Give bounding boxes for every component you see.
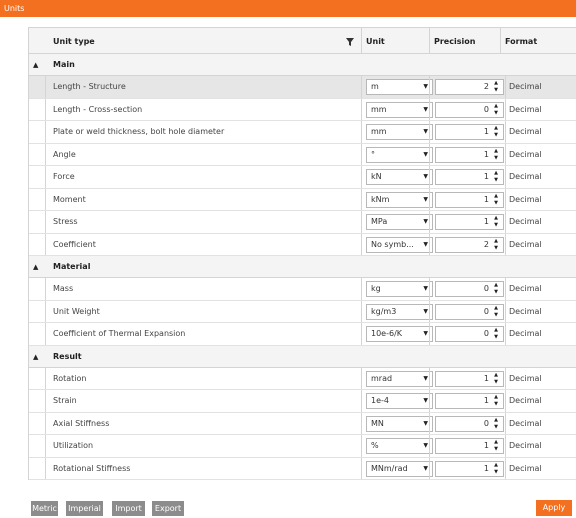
format-value[interactable]: Decimal (509, 284, 542, 293)
unit-type-label: Plate or weld thickness, bolt hole diameter (53, 127, 225, 136)
column-divider (361, 211, 362, 233)
format-value[interactable]: Decimal (509, 306, 542, 316)
format-value[interactable]: Decimal (509, 82, 542, 91)
column-divider (429, 121, 430, 143)
chevron-down-icon[interactable]: ▼ (423, 105, 428, 113)
column-divider (429, 413, 430, 435)
column-divider (361, 435, 362, 457)
column-divider (505, 368, 506, 390)
column-header-precision[interactable]: Precision (434, 37, 476, 46)
column-divider (429, 323, 430, 345)
table-row[interactable] (29, 390, 576, 413)
column-divider (361, 278, 362, 300)
unit-dropdown[interactable] (366, 371, 433, 387)
unit-value: kNm (371, 194, 390, 204)
unit-type-label: Rotation (53, 373, 87, 383)
column-divider (505, 121, 506, 143)
column-divider (429, 99, 430, 121)
imperial-button[interactable]: Imperial (66, 501, 103, 516)
precision-stepper[interactable] (435, 214, 504, 230)
precision-value[interactable]: 0 (483, 104, 489, 114)
unit-value: 10e-6/K (371, 329, 403, 338)
unit-value: MNm/rad (371, 463, 408, 473)
spinner-updown-icon[interactable]: ▲ ▼ (494, 237, 498, 251)
unit-dropdown[interactable] (366, 304, 433, 320)
precision-stepper[interactable] (435, 192, 504, 208)
precision-value[interactable]: 1 (483, 441, 489, 450)
unit-dropdown[interactable] (366, 461, 433, 477)
column-divider (361, 144, 362, 166)
spinner-updown-icon[interactable]: ▲ ▼ (494, 394, 498, 407)
unit-value: No symb... (371, 239, 414, 249)
precision-value[interactable]: 1 (483, 217, 489, 226)
precision-stepper[interactable] (435, 79, 504, 95)
precision-stepper[interactable] (435, 461, 504, 477)
chevron-down-icon[interactable]: ▼ (423, 374, 428, 382)
precision-stepper[interactable] (435, 281, 504, 297)
spinner-updown-icon[interactable]: ▲ ▼ (494, 327, 498, 340)
unit-value: % (371, 441, 379, 450)
row-indent-line (45, 189, 46, 211)
group-label: Result (53, 351, 82, 361)
group-header-main[interactable] (29, 54, 576, 76)
spinner-updown-icon[interactable]: ▲ ▼ (494, 147, 498, 161)
precision-value[interactable]: 1 (483, 194, 489, 204)
column-divider (361, 368, 362, 390)
chevron-down-icon[interactable]: ▼ (423, 195, 428, 203)
spinner-updown-icon[interactable]: ▲ ▼ (494, 371, 498, 385)
group-header-material[interactable] (29, 256, 576, 278)
unit-type-label: Length - Structure (53, 82, 126, 91)
unit-type-label: Utilization (53, 441, 94, 450)
unit-value: ° (371, 149, 375, 159)
format-value[interactable]: Decimal (509, 194, 542, 204)
column-divider (505, 413, 506, 435)
column-divider (505, 435, 506, 457)
table-row[interactable] (29, 368, 576, 391)
table-row[interactable] (29, 166, 576, 189)
precision-value[interactable]: 1 (483, 463, 489, 473)
format-value[interactable]: Decimal (509, 149, 542, 159)
unit-type-label: Axial Stiffness (53, 418, 110, 428)
unit-dropdown[interactable] (366, 79, 433, 95)
spinner-updown-icon[interactable]: ▲ ▼ (494, 282, 498, 295)
unit-dropdown[interactable] (366, 438, 433, 454)
unit-value: kN (371, 172, 382, 181)
column-divider (505, 278, 506, 300)
group-header-result[interactable] (29, 346, 576, 368)
row-indent-line (45, 413, 46, 435)
column-divider (361, 189, 362, 211)
precision-value[interactable]: 1 (483, 373, 489, 383)
spinner-updown-icon[interactable]: ▲ ▼ (494, 80, 498, 93)
precision-value[interactable]: 1 (483, 127, 489, 136)
unit-type-label: Stress (53, 217, 78, 226)
row-indent-line (45, 390, 46, 412)
column-divider (429, 189, 430, 211)
row-indent-line (45, 278, 46, 300)
precision-value[interactable]: 2 (483, 239, 489, 249)
unit-value: MPa (371, 217, 388, 226)
column-divider (429, 76, 430, 98)
spinner-updown-icon[interactable]: ▲ ▼ (494, 102, 498, 116)
unit-dropdown[interactable] (366, 169, 433, 185)
column-divider (429, 28, 430, 53)
row-indent-line (45, 368, 46, 390)
unit-value: mm (371, 104, 387, 114)
spinner-updown-icon[interactable]: ▲ ▼ (494, 170, 498, 183)
chevron-down-icon[interactable]: ▼ (423, 330, 428, 337)
export-button[interactable]: Export (152, 501, 184, 516)
column-divider (505, 166, 506, 188)
precision-value[interactable]: 1 (483, 149, 489, 159)
column-divider (361, 166, 362, 188)
precision-stepper[interactable] (435, 237, 504, 253)
column-divider (429, 390, 430, 412)
row-indent-line (45, 121, 46, 143)
units-table (28, 27, 576, 480)
table-row[interactable] (29, 234, 576, 257)
column-divider (505, 234, 506, 256)
unit-type-label: Coefficient (53, 239, 96, 249)
table-row[interactable] (29, 121, 576, 144)
column-divider (429, 368, 430, 390)
precision-value[interactable]: 0 (483, 329, 489, 338)
column-divider (429, 234, 430, 256)
chevron-down-icon[interactable]: ▼ (423, 442, 428, 449)
column-header-unit[interactable]: Unit (366, 37, 385, 46)
format-value[interactable]: Decimal (509, 104, 542, 114)
table-row[interactable] (29, 76, 576, 99)
column-divider (505, 458, 506, 480)
chevron-down-icon[interactable]: ▼ (423, 173, 428, 180)
unit-type-label: Moment (53, 194, 86, 204)
precision-stepper[interactable] (435, 416, 504, 432)
table-header (29, 27, 576, 54)
column-divider (505, 301, 506, 323)
format-value[interactable]: Decimal (509, 329, 542, 338)
table-row[interactable] (29, 301, 576, 324)
column-divider (505, 76, 506, 98)
unit-dropdown[interactable] (366, 124, 433, 140)
column-divider (429, 435, 430, 457)
unit-type-label: Coefficient of Thermal Expansion (53, 329, 186, 338)
precision-value[interactable]: 0 (483, 284, 489, 293)
table-row[interactable] (29, 99, 576, 122)
precision-stepper[interactable] (435, 124, 504, 140)
column-divider (361, 390, 362, 412)
row-indent-line (45, 211, 46, 233)
unit-value: kg/m3 (371, 306, 397, 316)
row-indent-line (45, 166, 46, 188)
format-value[interactable]: Decimal (509, 239, 542, 249)
collapse-toggle-icon[interactable]: ▲ (33, 61, 39, 69)
column-divider (361, 323, 362, 345)
format-value[interactable]: Decimal (509, 396, 542, 405)
metric-button[interactable]: Metric (31, 501, 58, 516)
chevron-down-icon[interactable]: ▼ (423, 240, 428, 248)
column-divider (505, 323, 506, 345)
column-header-format[interactable]: Format (505, 37, 538, 46)
chevron-down-icon[interactable]: ▼ (423, 419, 428, 427)
row-indent-line (45, 435, 46, 457)
row-indent-line (45, 301, 46, 323)
row-indent-line (45, 323, 46, 345)
column-divider (429, 278, 430, 300)
unit-value: kg (371, 284, 381, 293)
precision-stepper[interactable] (435, 102, 504, 118)
table-row[interactable] (29, 435, 576, 458)
column-divider (361, 301, 362, 323)
chevron-down-icon[interactable]: ▼ (423, 218, 428, 225)
chevron-down-icon[interactable]: ▼ (423, 397, 428, 404)
unit-dropdown[interactable] (366, 102, 433, 118)
column-divider (361, 99, 362, 121)
column-divider (505, 189, 506, 211)
unit-type-label: Force (53, 172, 75, 181)
column-divider (361, 458, 362, 480)
row-indent-line (45, 458, 46, 480)
unit-type-label: Mass (53, 284, 74, 293)
precision-stepper[interactable] (435, 438, 504, 454)
table-row[interactable] (29, 144, 576, 167)
column-header-unit-type[interactable]: Unit type (53, 37, 95, 46)
column-divider (429, 458, 430, 480)
precision-value[interactable]: 1 (483, 172, 489, 181)
table-row[interactable] (29, 458, 576, 481)
spinner-updown-icon[interactable]: ▲ ▼ (494, 192, 498, 206)
spinner-updown-icon[interactable]: ▲ ▼ (494, 304, 498, 318)
chevron-down-icon[interactable]: ▼ (423, 307, 428, 315)
collapse-toggle-icon[interactable]: ▲ (33, 263, 39, 271)
column-divider (505, 144, 506, 166)
column-divider (505, 390, 506, 412)
precision-stepper[interactable] (435, 304, 504, 320)
unit-value: MN (371, 418, 384, 428)
unit-type-label: Length - Cross-section (53, 104, 143, 114)
precision-value[interactable]: 2 (483, 82, 489, 91)
spinner-updown-icon[interactable]: ▲ ▼ (494, 416, 498, 430)
row-indent-line (45, 234, 46, 256)
format-value[interactable]: Decimal (509, 418, 542, 428)
row-indent-line (45, 99, 46, 121)
import-button[interactable]: Import (112, 501, 145, 516)
row-indent-line (45, 76, 46, 98)
precision-stepper[interactable] (435, 393, 504, 409)
column-divider (429, 211, 430, 233)
format-value[interactable]: Decimal (509, 217, 542, 226)
unit-type-label: Angle (53, 149, 76, 159)
column-divider (361, 76, 362, 98)
collapse-toggle-icon[interactable]: ▲ (33, 352, 39, 361)
column-divider (429, 144, 430, 166)
table-body (29, 54, 576, 480)
spinner-updown-icon[interactable]: ▲ ▼ (494, 439, 498, 452)
chevron-down-icon[interactable]: ▼ (423, 150, 428, 158)
table-row[interactable] (29, 189, 576, 212)
precision-value[interactable]: 0 (483, 418, 489, 428)
spinner-updown-icon[interactable]: ▲ ▼ (494, 125, 498, 138)
table-row[interactable] (29, 323, 576, 346)
unit-dropdown[interactable] (366, 192, 433, 208)
unit-value: mm (371, 127, 387, 136)
column-divider (505, 211, 506, 233)
unit-value: 1e-4 (371, 396, 389, 405)
column-divider (429, 166, 430, 188)
column-divider (361, 28, 362, 53)
column-divider (505, 99, 506, 121)
table-row[interactable] (29, 413, 576, 436)
unit-type-label: Unit Weight (53, 306, 100, 316)
unit-dropdown[interactable] (366, 393, 433, 409)
group-label: Main (53, 60, 75, 69)
format-value[interactable]: Decimal (509, 373, 542, 383)
spinner-updown-icon[interactable]: ▲ ▼ (494, 461, 498, 475)
unit-type-label: Strain (53, 396, 77, 405)
chevron-down-icon[interactable]: ▼ (423, 285, 428, 292)
precision-stepper[interactable] (435, 169, 504, 185)
precision-value[interactable]: 1 (483, 396, 489, 405)
unit-dropdown[interactable] (366, 237, 433, 253)
row-indent-line (45, 144, 46, 166)
column-divider (361, 413, 362, 435)
unit-dropdown[interactable] (366, 416, 433, 432)
apply-button[interactable]: Apply (536, 500, 572, 516)
unit-type-label: Rotational Stiffness (53, 463, 131, 473)
format-value[interactable]: Decimal (509, 463, 542, 473)
filter-icon[interactable] (346, 38, 354, 46)
spinner-updown-icon[interactable]: ▲ ▼ (494, 215, 498, 228)
unit-dropdown[interactable] (366, 281, 433, 297)
unit-dropdown[interactable] (366, 147, 433, 163)
column-divider (500, 28, 501, 53)
format-value[interactable]: Decimal (509, 441, 542, 450)
chevron-down-icon[interactable]: ▼ (423, 464, 428, 472)
chevron-down-icon[interactable]: ▼ (423, 83, 428, 90)
column-divider (429, 301, 430, 323)
column-divider (361, 121, 362, 143)
format-value[interactable]: Decimal (509, 172, 542, 181)
chevron-down-icon[interactable]: ▼ (423, 128, 428, 135)
group-label: Material (53, 262, 91, 271)
table-row[interactable] (29, 278, 576, 301)
format-value[interactable]: Decimal (509, 127, 542, 136)
unit-value: m (371, 82, 379, 91)
table-row[interactable] (29, 211, 576, 234)
precision-stepper[interactable] (435, 147, 504, 163)
precision-stepper[interactable] (435, 326, 504, 342)
unit-dropdown[interactable] (366, 326, 433, 342)
column-divider (361, 234, 362, 256)
unit-dropdown[interactable] (366, 214, 433, 230)
precision-stepper[interactable] (435, 371, 504, 387)
unit-value: mrad (371, 373, 393, 383)
window-title: Units (0, 0, 576, 17)
precision-value[interactable]: 0 (483, 306, 489, 316)
